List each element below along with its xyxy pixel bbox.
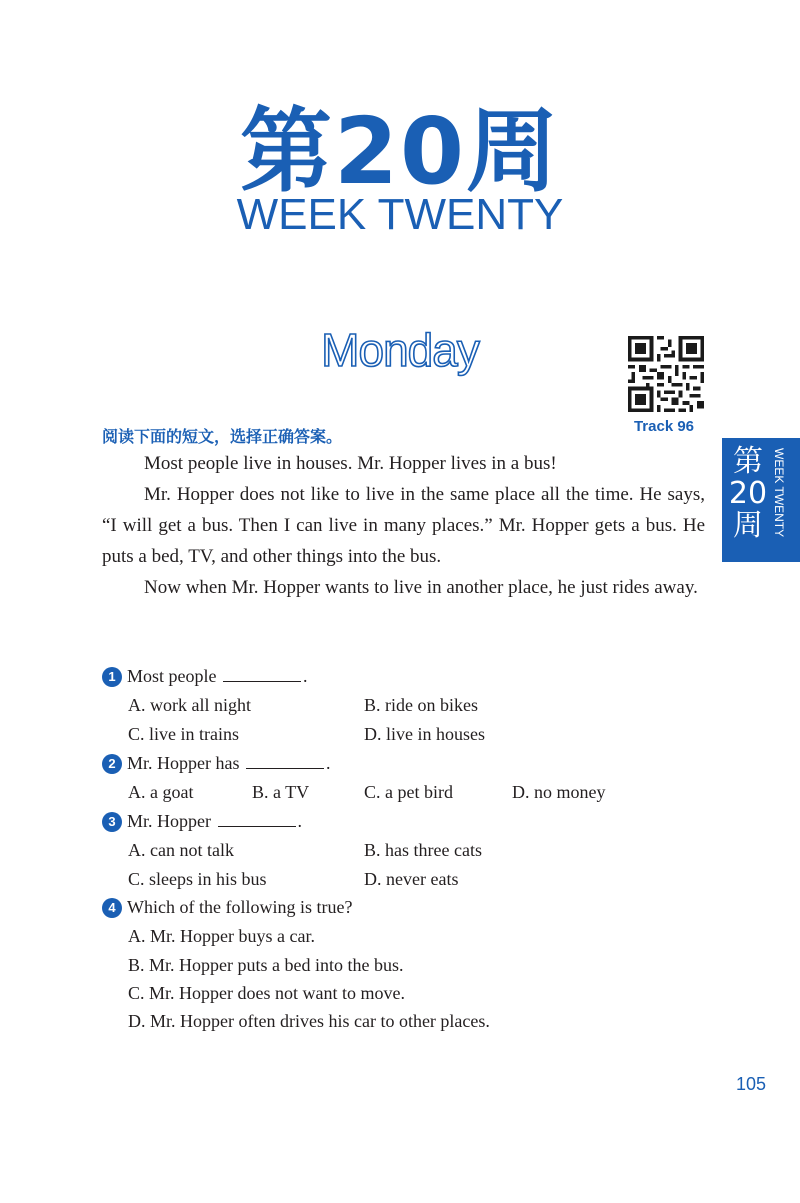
side-tab-chinese: 第20周 <box>728 444 768 543</box>
option-4b[interactable]: B. Mr. Hopper puts a bed into the bus. <box>128 955 404 975</box>
qr-code-icon[interactable] <box>628 336 704 412</box>
passage-paragraph: Now when Mr. Hopper wants to live in another place, he just rides away. <box>144 577 698 598</box>
chapter-title-english: WEEK TWENTY <box>236 190 564 239</box>
side-tab <box>722 438 800 562</box>
day-heading: Monday <box>321 324 479 376</box>
question-stem: Mr. Hopper has <box>127 753 240 773</box>
option-4a[interactable]: A. Mr. Hopper buys a car. <box>128 926 315 946</box>
question-2 <box>102 752 330 774</box>
question-stem: Mr. Hopper <box>127 811 211 831</box>
question-number-icon: 2 <box>102 754 122 774</box>
option-2c[interactable]: C. a pet bird <box>364 782 453 802</box>
passage-paragraph: Mr. Hopper does not like to live in the same place all the time. He says, “I will get a bus. Then I can live in many places.” Mr. Hopper gets a bus. He puts a bed, TV, and other things into the bus. <box>102 484 705 567</box>
track-label: Track 96 <box>633 418 695 435</box>
answer-blank[interactable] <box>223 666 301 682</box>
option-3d[interactable]: D. never eats <box>364 869 459 889</box>
question-end: . <box>325 753 331 773</box>
question-stem: Most people <box>127 666 217 686</box>
option-3b[interactable]: B. has three cats <box>364 840 482 860</box>
answer-blank[interactable] <box>246 753 324 769</box>
instruction: 阅读下面的短文，选择正确答案。 <box>102 427 343 446</box>
option-1c[interactable]: C. live in trains <box>128 724 239 744</box>
question-end: . <box>303 666 308 686</box>
side-tab-english: WEEK TWENTY <box>772 448 786 538</box>
option-1d[interactable]: D. live in houses <box>364 724 485 744</box>
chapter-title-chinese: 第20周 <box>239 98 561 205</box>
question-1 <box>102 665 308 687</box>
question-3 <box>102 810 302 832</box>
question-number-icon: 1 <box>102 667 122 687</box>
option-1b[interactable]: B. ride on bikes <box>364 695 478 715</box>
option-2b[interactable]: B. a TV <box>252 782 310 802</box>
option-3a[interactable]: A. can not talk <box>128 840 234 860</box>
question-number-icon: 4 <box>102 898 122 918</box>
option-2d[interactable]: D. no money <box>512 782 606 802</box>
question-4 <box>102 896 352 918</box>
page-number: 105 <box>735 1074 766 1094</box>
question-end: . <box>297 811 302 831</box>
question-number-icon: 3 <box>102 812 122 832</box>
option-2a[interactable]: A. a goat <box>128 782 194 802</box>
reading-passage <box>102 448 705 603</box>
option-4d[interactable]: D. Mr. Hopper often drives his car to other places. <box>128 1011 490 1031</box>
option-4c[interactable]: C. Mr. Hopper does not want to move. <box>128 983 405 1003</box>
option-3c[interactable]: C. sleeps in his bus <box>128 869 267 889</box>
option-1a[interactable]: A. work all night <box>128 695 251 715</box>
answer-blank[interactable] <box>218 811 296 827</box>
question-stem: Which of the following is true? <box>127 897 353 917</box>
passage-paragraph: Most people live in houses. Mr. Hopper lives in a bus! <box>144 453 557 474</box>
